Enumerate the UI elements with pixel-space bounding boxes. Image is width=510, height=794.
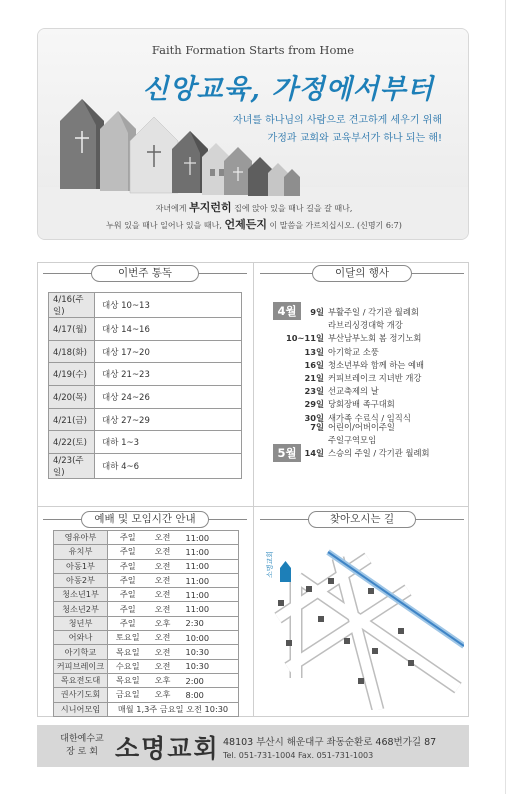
meeting-day: 주일: [108, 559, 148, 573]
reading-range: 대상 24~26: [95, 386, 242, 409]
event-text: 라브리싱경대학 개강: [328, 320, 403, 331]
event-item: [270, 346, 460, 359]
meeting-ampm: 오후: [148, 673, 178, 687]
meeting-day: 주일: [108, 545, 148, 559]
schedule-row: [54, 545, 239, 559]
meeting-detail: 매월 1,3주 금요일 오전 10:30: [108, 702, 239, 716]
meeting-day: 수요일: [108, 659, 148, 673]
april-event-list: [270, 306, 460, 425]
church-contact: Tel. 051-731-1004 Fax. 051-731-1003: [223, 751, 374, 760]
event-item: [270, 319, 460, 332]
schedule-section-header: [43, 509, 247, 529]
group-name: 유치부: [54, 545, 108, 559]
reading-row: [49, 318, 242, 341]
event-day: 7일: [310, 422, 324, 432]
reading-range: 대상 27~29: [95, 408, 242, 431]
meeting-time: 2:30: [178, 616, 239, 630]
group-name: 청소년1부: [54, 588, 108, 602]
event-item: [270, 421, 460, 434]
directions-section-title: 찾아오시는 길: [308, 511, 416, 528]
month-badge-may: 5월: [273, 444, 301, 462]
reading-range: 대하 1~3: [95, 431, 242, 454]
event-day: 13일: [304, 346, 324, 357]
event-day: 14일: [304, 448, 324, 459]
group-name: 시니어모임: [54, 702, 108, 716]
reading-range: 대상 21~23: [95, 363, 242, 386]
event-item: [270, 359, 460, 372]
reading-range: 대상 10~13: [95, 293, 242, 318]
event-day: 16일: [304, 359, 324, 370]
schedule-row: [54, 559, 239, 573]
page-edge-rule: [505, 0, 506, 794]
reading-row: [49, 408, 242, 431]
scripture-verse-line-2: 누워 있을 때나 일어나 있을 때나, 언제든지 이 말씀을 가르치십시오. (신명기 6:7): [106, 218, 402, 231]
schedule-row: [54, 616, 239, 630]
reading-date: 4/22(토): [49, 431, 95, 454]
reading-row: [49, 431, 242, 454]
schedule-row: [54, 659, 239, 673]
meeting-ampm: 오전: [148, 659, 178, 673]
meeting-day: 목요일: [108, 645, 148, 659]
event-text: 부활주일 / 각기관 월례회: [328, 307, 419, 317]
schedule-row: [54, 673, 239, 687]
meeting-day: 주일: [108, 602, 148, 616]
church-footer: [37, 725, 469, 767]
event-item: [270, 306, 460, 319]
event-item: [270, 332, 460, 345]
meeting-day: 주일: [108, 573, 148, 587]
event-day: 23일: [304, 386, 324, 397]
schedule-row: [54, 573, 239, 587]
directions-map: [258, 528, 464, 710]
denomination: 대한예수교 장 로 회: [60, 734, 104, 757]
event-text: 아기학교 소풍: [328, 346, 379, 357]
map-church-label: 소명교회: [266, 550, 274, 578]
month-badge-april: 4월: [273, 302, 301, 320]
meeting-ampm: 오후: [148, 688, 178, 702]
meeting-day: 주일: [108, 531, 148, 545]
scripture-verse-line-1: 자녀에게 부지런히 집에 앉아 있을 때나 길을 갈 때나,: [155, 201, 353, 214]
korean-theme-title: 신앙교육, 가정에서부터: [142, 74, 434, 105]
meeting-ampm: 오전: [148, 559, 178, 573]
event-item: [270, 398, 460, 411]
reading-date: 4/20(목): [49, 386, 95, 409]
reading-row: [49, 293, 242, 318]
reading-date: 4/19(수): [49, 363, 95, 386]
column-divider: [253, 262, 254, 717]
meeting-time: 10:30: [178, 659, 239, 673]
schedule-row: [54, 645, 239, 659]
meeting-time: 11:00: [178, 588, 239, 602]
event-text: 새가족 수료식 / 임직식: [328, 412, 411, 423]
meeting-ampm: 오전: [148, 573, 178, 587]
schedule-row: [54, 631, 239, 645]
meeting-time: 11:00: [178, 573, 239, 587]
event-day: 29일: [304, 399, 324, 410]
worship-schedule-table: [53, 530, 239, 717]
meeting-day: 주일: [108, 588, 148, 602]
group-name: 영유아부: [54, 531, 108, 545]
meeting-ampm: 오후: [148, 616, 178, 630]
event-day: 10~11일: [285, 333, 324, 344]
meeting-ampm: 오전: [148, 645, 178, 659]
meeting-ampm: 오전: [148, 631, 178, 645]
schedule-row: [54, 531, 239, 545]
event-text: 선교축제의 날: [328, 386, 379, 397]
meeting-time: 2:00: [178, 673, 239, 687]
event-item: [270, 434, 460, 447]
event-day: 9일: [310, 307, 324, 317]
theme-banner: [37, 28, 469, 240]
reading-row: [49, 386, 242, 409]
event-day: 30일: [304, 412, 324, 423]
group-name: 아동2부: [54, 573, 108, 587]
meeting-time: 10:30: [178, 645, 239, 659]
event-text: 당회장배 족구대회: [328, 399, 395, 410]
schedule-row: [54, 702, 239, 716]
directions-section-header: [260, 509, 464, 529]
group-name: 어와나: [54, 631, 108, 645]
reading-section-header: [43, 263, 247, 283]
reading-section-title: 이번주 통독: [91, 265, 199, 282]
event-item: [270, 447, 460, 460]
group-name: 권사기도회: [54, 688, 108, 702]
theme-subtitle-2: 가정과 교회와 교육부서가 하나 되는 해!: [267, 133, 442, 144]
meeting-day: 금요일: [108, 688, 148, 702]
meeting-ampm: 오전: [148, 545, 178, 559]
schedule-row: [54, 688, 239, 702]
event-day: 21일: [304, 372, 324, 383]
meeting-time: 8:00: [178, 688, 239, 702]
group-name: 청소년2부: [54, 602, 108, 616]
meeting-ampm: 오전: [148, 602, 178, 616]
event-item: [270, 372, 460, 385]
reading-date: 4/16(주일): [49, 293, 95, 318]
reading-row: [49, 340, 242, 363]
group-name: 아동1부: [54, 559, 108, 573]
church-address: 48103 부산시 해운대구 좌동순환로 468번가길 87: [223, 737, 437, 748]
church-location-marker: [280, 561, 291, 582]
meeting-day: 목요일: [108, 673, 148, 687]
meeting-time: 11:00: [178, 602, 239, 616]
event-text: 커피브레이크 지녀반 개강: [328, 372, 422, 383]
theme-subtitle-1: 자녀를 하나님의 사람으로 견고하게 세우기 위해: [232, 115, 442, 126]
meeting-ampm: 오전: [148, 588, 178, 602]
reading-range: 대상 17~20: [95, 340, 242, 363]
meeting-time: 11:00: [178, 559, 239, 573]
group-name: 아기학교: [54, 645, 108, 659]
reading-row: [49, 454, 242, 479]
reading-range: 대하 4~6: [95, 454, 242, 479]
events-section-title: 이달의 행사: [312, 265, 412, 282]
event-text: 어린이/어버이주일: [328, 422, 395, 432]
row-divider: [37, 506, 469, 507]
schedule-row: [54, 602, 239, 616]
group-name: 커피브레이크: [54, 659, 108, 673]
church-name: 소명교회: [115, 734, 220, 763]
meeting-time: 10:00: [178, 631, 239, 645]
meeting-day: 토요일: [108, 631, 148, 645]
reading-row: [49, 363, 242, 386]
schedule-row: [54, 588, 239, 602]
event-text: 스승의 주일 / 각기관 월례회: [328, 448, 430, 459]
meeting-ampm: 오전: [148, 531, 178, 545]
reading-date: 4/21(금): [49, 408, 95, 431]
reading-date: 4/18(화): [49, 340, 95, 363]
event-item: [270, 385, 460, 398]
events-section-header: [260, 263, 464, 283]
english-theme-title: Faith Formation Starts from Home: [151, 43, 355, 57]
meeting-day: 주일: [108, 616, 148, 630]
reading-range: 대상 14~16: [95, 318, 242, 341]
event-text: 부산남부노회 봄 정기노회: [328, 333, 422, 344]
schedule-section-title: 예배 및 모임시간 안내: [81, 511, 209, 528]
event-text: 청소년부와 함께 하는 예배: [328, 359, 425, 370]
may-event-list: [270, 421, 460, 461]
weekly-reading-table: [48, 292, 242, 479]
reading-date: 4/23(주일): [49, 454, 95, 479]
reading-date: 4/17(월): [49, 318, 95, 341]
group-name: 청년부: [54, 616, 108, 630]
event-text: 주일구역모임: [328, 435, 377, 446]
meeting-time: 11:00: [178, 545, 239, 559]
group-name: 목요전도대: [54, 673, 108, 687]
meeting-time: 11:00: [178, 531, 239, 545]
